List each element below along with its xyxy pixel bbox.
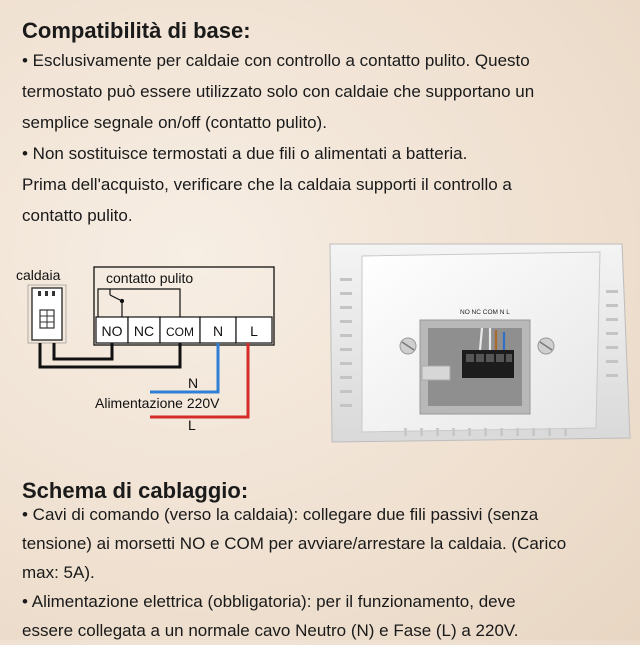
wiring-heading: Schema di cablaggio: — [22, 478, 249, 503]
terminal-com: COM — [166, 325, 194, 339]
wiring-diagram — [0, 255, 300, 435]
wiring-line: • Alimentazione elettrica (obbligatoria): per il funzionamento, deve — [22, 592, 516, 611]
terminal-nc: NC — [133, 323, 155, 339]
compat-line: • Esclusivamente per caldaie con controllo a contatto pulito. Questo — [22, 51, 530, 70]
terminal-n: N — [212, 323, 224, 339]
device-terminal-text: NO NC COM N L — [460, 309, 510, 316]
relay-contact — [98, 289, 180, 317]
boiler-label: caldaia — [16, 267, 61, 283]
phase-label: L — [188, 417, 196, 433]
wiring-text — [22, 500, 622, 645]
terminal-l: L — [250, 323, 258, 339]
contact-label: contatto pulito — [106, 270, 194, 286]
terminal-no: NO — [101, 323, 123, 339]
boiler-wires — [40, 343, 180, 367]
terminal-strip — [96, 317, 272, 343]
compat-line: termostato può essere utilizzato solo con caldaie che supportano un — [22, 82, 535, 101]
wiring-line: tensione) ai morsetti NO e COM per avviare/arrestare la caldaia. (Carico — [22, 534, 567, 553]
wiring-line: • Cavi di comando (verso la caldaia): collegare due fili passivi (senza — [22, 505, 539, 524]
wiring-line: essere collegata a un normale cavo Neutro (N) e Fase (L) a 220V. — [22, 621, 519, 640]
power-label: Alimentazione 220V — [95, 395, 220, 411]
compat-line: • Non sostituisce termostati a due fili o alimentati a batteria. — [22, 144, 468, 163]
compat-line: contatto pulito. — [22, 206, 133, 225]
boiler-icon — [28, 285, 66, 343]
neutral-label: N — [188, 375, 199, 391]
wiring-line: max: 5A). — [22, 563, 95, 582]
compatibility-heading: Compatibilità di base: — [22, 18, 251, 43]
thermostat-back-image — [300, 238, 640, 450]
compatibility-text — [22, 45, 622, 231]
compat-line: semplice segnale on/off (contatto pulito). — [22, 113, 327, 132]
compat-line: Prima dell'acquisto, verificare che la caldaia supporti il controllo a — [22, 175, 512, 194]
